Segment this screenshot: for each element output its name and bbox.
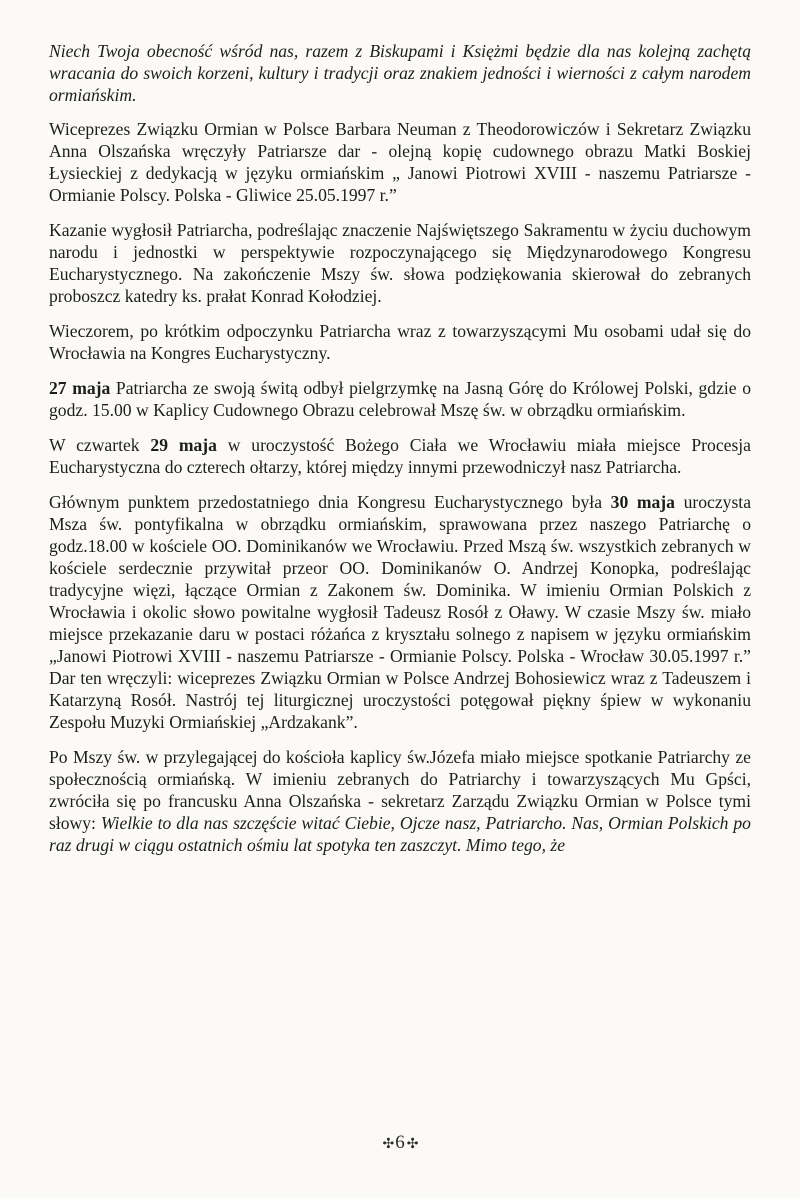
paragraph-29-may-after: w uroczystość Bożego Ciała we Wrocławiu miała miejsce Procesja Eucharystyczna do czterech ołtarzy, której między innymi przewodniczył nasz Patriarcha. (49, 435, 751, 477)
paragraph-27-may (49, 377, 751, 421)
document-page (49, 40, 751, 869)
paragraph-30-may-after: uroczysta Msza św. pontyfikalna w obrządku ormiańskim, sprawowana przez naszego Patriarchę o godz.18.00 w kościele OO. Dominikanów we Wrocławiu. Przed Mszą św. wszystkich zebranych w kościele serdecznie przywitał przeor OO. Dominikanów O. Andrzej Konopka, podreślając tradycyjne więzi, łączące Ormian z Zakonem św. Dominika. W imieniu Ormian Polskich z Wrocławia i okolic słowo powitalne wygłosił Tadeusz Rosół z Oławy. W czasie Mszy św. miało miejsce przekazanie daru w postaci różańca z kryształu solnego z napisem w języku ormiańskim „Janowi Piotrowi XVIII - naszemu Patriarsze - Ormianie Polscy. Polska - Wrocław 30.05.1997 r.” Dar ten wręczyli: wiceprezes Związku Ormian w Polsce Andrzej Bohosiewicz wraz z Tadeuszem i Katarzyną Rosół. Nastrój tej liturgicznej uroczystości potęgował piękny śpiew w wykonaniu Zespołu Muzyki Ormiańskiej „Ardzakank”. (49, 492, 752, 732)
intro-quote: Niech Twoja obecność wśród nas, razem z Biskupami i Księżmi będzie dla nas kolejną zachętą wracania do swoich korzeni, kultury i tradycji oraz znakiem jedności i wierności z całym narodem ormiańskim. (49, 41, 751, 105)
date-27-may: 27 maja (49, 378, 111, 398)
paragraph-30-may-before: Głównym punktem przedostatniego dnia Kongresu Eucharystycznego była (49, 492, 611, 512)
paragraph-meeting-quote: Wielkie to dla nas szczęście witać Ciebie, Ojcze nasz, Patriarcho. Nas, Ormian Polskich po raz drugi w ciągu ostatnich ośmiu lat spotyka ten zaszczyt. Mimo tego, że (49, 813, 751, 855)
paragraph-29-may (49, 434, 751, 478)
page-number: 6 (395, 1132, 405, 1153)
paragraph-meeting-text: Po Mszy św. w przylegającej do kościoła kaplicy św.Józefa miało miejsce spotkanie Patriarchy ze społecznością ormiańską. W imieniu zebranych do Patriarchy i towarzyszących Mu Gpści, zwróciła się po francusku Anna Olszańska - sekretarz Zarządu Związku Ormian w Polsce tymi słowy: (49, 747, 751, 833)
paragraph-meeting (49, 746, 751, 856)
paragraph-30-may (49, 491, 751, 733)
paragraph-sermon: Kazanie wygłosił Patriarcha, podreślając znaczenie Najświętszego Sakramentu w życiu duchowym narodu i jednostki w perspektywie rozpoczynającego się Międzynarodowego Kongresu Eucharystycznego. Na zakończenie Mszy św. słowa podziękowania skierował do zebranych proboszcz katedry ks. prałat Konrad Kołodziej. (49, 220, 751, 306)
date-29-may: 29 maja (150, 435, 217, 455)
ornament-left-icon: ✣ (382, 1137, 394, 1152)
paragraph-evening-wroclaw: Wieczorem, po krótkim odpoczynku Patriarcha wraz z towarzyszącymi Mu osobami udał się do Wrocławia na Kongres Eucharystyczny. (49, 321, 751, 363)
ornament-right-icon: ✣ (406, 1137, 418, 1152)
paragraph-27-may-text: Patriarcha ze swoją świtą odbył pielgrzymkę na Jasną Górę do Królowej Polski, gdzie o godz. 15.00 w Kaplicy Cudownego Obrazu celebrował Mszę św. w obrządku ormiańskim. (49, 378, 751, 420)
paragraph-29-may-before: W czwartek (49, 435, 151, 455)
date-30-may: 30 maja (610, 492, 675, 512)
page-footer (0, 1132, 800, 1154)
paragraph-gift-gliwice: Wiceprezes Związku Ormian w Polsce Barbara Neuman z Theodorowiczów i Sekretarz Związku Anna Olszańska wręczyły Patriarsze dar - olejną kopię cudownego obrazu Matki Boskiej Łysieckiej z dedykacją w języku ormiańskim „ Janowi Piotrowi XVIII - naszemu Patriarsze - Ormianie Polscy. Polska - Gliwice 25.05.1997 r.” (49, 119, 751, 205)
